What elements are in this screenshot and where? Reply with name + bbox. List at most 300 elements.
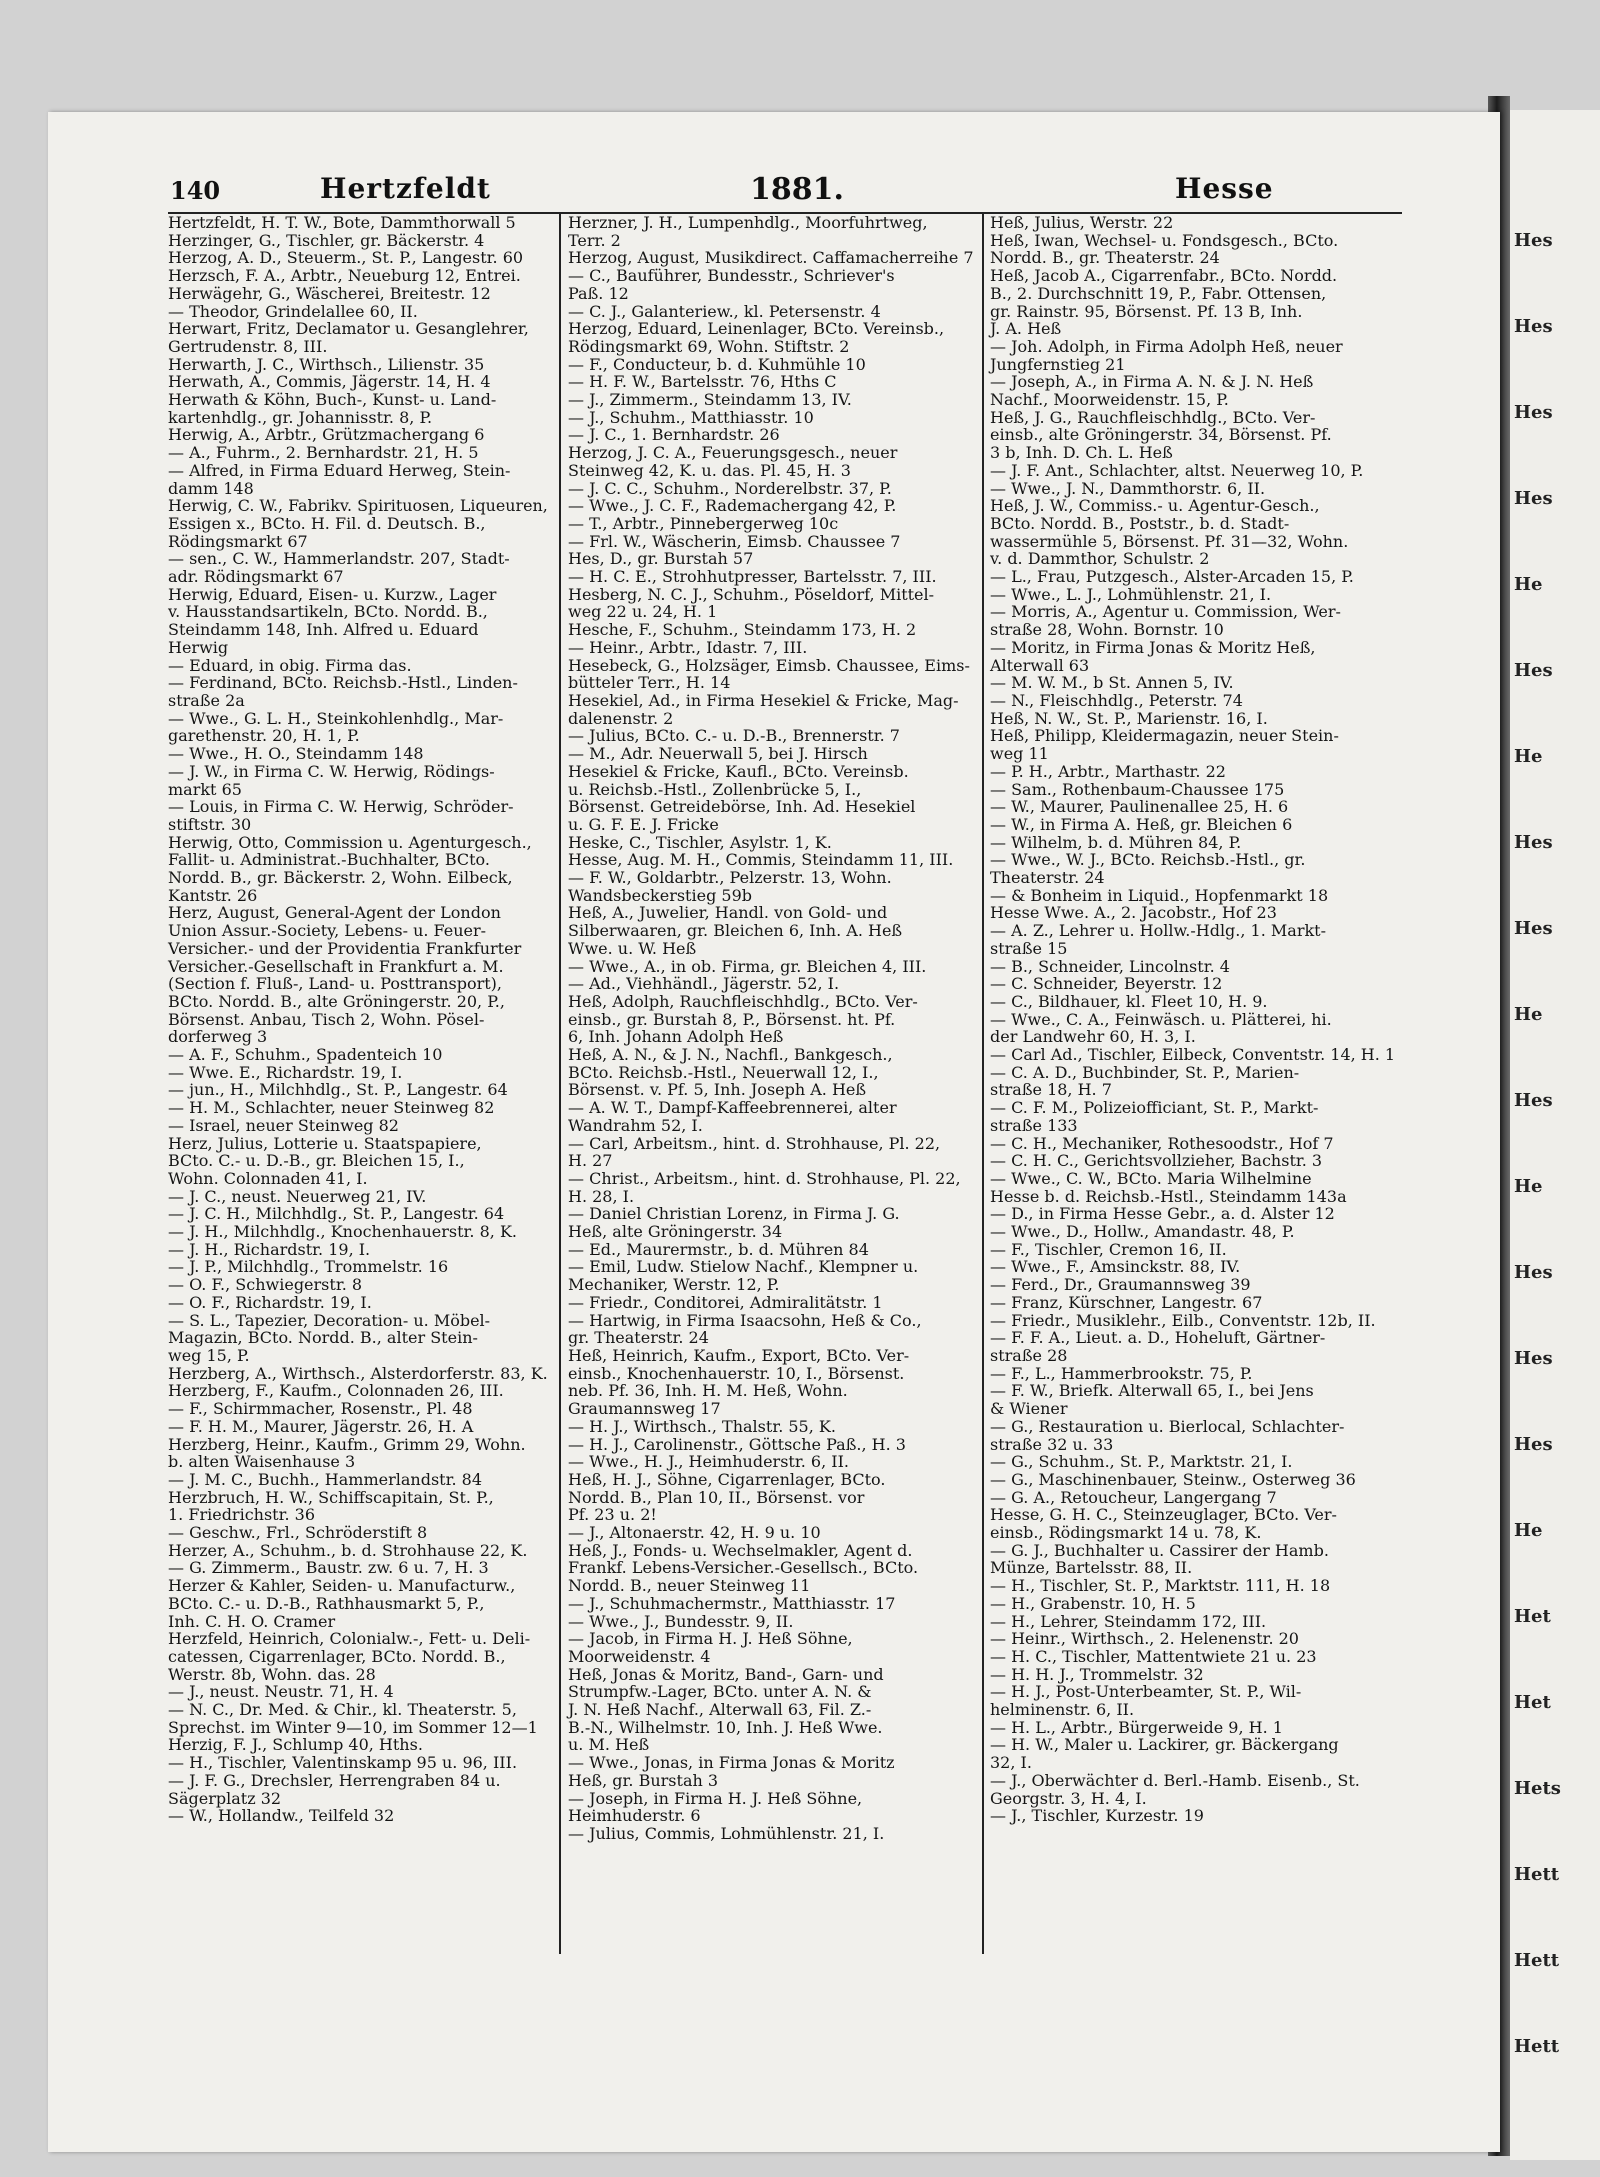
directory-line: — J. C. H., Milchhdlg., St. P., Langestr. 64 xyxy=(168,1204,505,1224)
directory-line: Herzog, Eduard, Leinenlager, BCto. Vereinsb., xyxy=(568,319,945,339)
directory-line: Hesse Wwe. A., 2. Jacobstr., Hof 23 xyxy=(990,903,1277,923)
directory-line: kartenhdlg., gr. Johannisstr. 8, P. xyxy=(168,407,433,427)
directory-line: u. M. Heß xyxy=(568,1735,650,1755)
directory-line: — Wwe., Jonas, in Firma Jonas & Moritz xyxy=(568,1753,895,1773)
directory-line: — G. J., Buchhalter u. Cassirer der Hamb. xyxy=(990,1540,1329,1560)
directory-line: Nordd. B., gr. Bäckerstr. 2, Wohn. Eilbeck, xyxy=(168,868,513,888)
directory-line: — C. H., Mechaniker, Rothesoodstr., Hof 7 xyxy=(990,1133,1334,1153)
directory-line: — Moritz, in Firma Jonas & Moritz Heß, xyxy=(990,637,1316,657)
next-page-fragment: Hes xyxy=(1514,1090,1553,1111)
directory-line: Heß, alte Gröningerstr. 34 xyxy=(568,1222,783,1242)
directory-line: Herzog, J. C. A., Feuerungsgesch., neuer xyxy=(568,443,898,463)
directory-line: Heß, J., Fonds- u. Wechselmakler, Agent d. xyxy=(568,1540,913,1560)
directory-line: — F. W., Goldarbtr., Pelzerstr. 13, Wohn. xyxy=(568,868,892,888)
column-divider-1 xyxy=(559,214,561,1954)
directory-line: — H. H. J., Trommelstr. 32 xyxy=(990,1664,1204,1684)
directory-line: — Wwe., F., Amsinckstr. 88, IV. xyxy=(990,1257,1241,1277)
directory-line: Heß, Heinrich, Kaufm., Export, BCto. Ver- xyxy=(568,1346,910,1365)
directory-line: 3 b, Inh. D. Ch. L. Heß xyxy=(990,443,1173,463)
next-page-fragment: Hes xyxy=(1514,1348,1553,1369)
directory-line: Hesebeck, G., Holzsäger, Eimsb. Chaussee, Eims- xyxy=(568,655,970,675)
directory-line: Wandrahm 52, I. xyxy=(568,1115,703,1135)
directory-line: — F., L., Hammerbrookstr. 75, P. xyxy=(990,1363,1253,1383)
directory-line: Heß, Iwan, Wechsel- u. Fondsgesch., BCto. xyxy=(990,230,1339,250)
directory-line: — C. J., Galanteriew., kl. Petersenstr. 4 xyxy=(568,301,881,321)
directory-line: weg 11 xyxy=(990,744,1049,764)
directory-line: Heß, Philipp, Kleidermagazin, neuer Stein- xyxy=(990,726,1339,746)
directory-line: 6, Inh. Johann Adolph Heß xyxy=(568,1027,784,1047)
directory-line: — J. C., 1. Bernhardstr. 26 xyxy=(568,425,780,445)
directory-line: — Wwe., J., Bundesstr. 9, II. xyxy=(568,1611,794,1631)
directory-line: — Daniel Christian Lorenz, in Firma J. G. xyxy=(568,1204,900,1224)
directory-line: Heß, J. W., Commiss.- u. Agentur-Gesch., xyxy=(990,496,1320,516)
next-page-fragment: Hes xyxy=(1514,230,1553,251)
directory-line: (Section f. Fluß-, Land- u. Posttransport), xyxy=(168,974,502,994)
directory-line: stiftstr. 30 xyxy=(168,814,252,834)
directory-line: der Landwehr 60, H. 3, I. xyxy=(990,1027,1196,1047)
directory-line: Hesche, F., Schuhm., Steindamm 173, H. 2 xyxy=(568,620,917,640)
next-page-fragment: Hes xyxy=(1514,316,1553,337)
directory-line: Essigen x., BCto. H. Fil. d. Deutsch. B., xyxy=(168,513,486,533)
directory-line: Strumpfw.-Lager, BCto. unter A. N. & xyxy=(568,1682,872,1702)
directory-line: — G. A., Retoucheur, Langergang 7 xyxy=(990,1487,1277,1507)
next-page-fragment: He xyxy=(1514,1176,1543,1197)
directory-line: — J., Altonaerstr. 42, H. 9 u. 10 xyxy=(568,1523,821,1543)
directory-line: einsb., alte Gröningerstr. 34, Börsenst. Pf. xyxy=(990,425,1332,445)
directory-line: — J. F. Ant., Schlachter, altst. Neuerweg 10, P. xyxy=(990,460,1364,480)
right-running-head: Hesse xyxy=(1175,172,1274,205)
directory-line: Herzer, A., Schuhm., b. d. Strohhause 22, K. xyxy=(168,1540,528,1560)
next-page-fragment: Hes xyxy=(1514,660,1553,681)
directory-line: Hesekiel & Fricke, Kaufl., BCto. Vereinsb. xyxy=(568,761,909,781)
directory-line: straße 28 xyxy=(990,1346,1068,1365)
directory-line: Sägerplatz 32 xyxy=(168,1788,282,1808)
directory-line: Herzog, August, Musikdirect. Caffamacherreihe 7 xyxy=(568,248,974,268)
directory-line: — C. A. D., Buchbinder, St. P., Marien- xyxy=(990,1062,1300,1082)
directory-line: — Wwe., G. L. H., Steinkohlenhdlg., Mar- xyxy=(168,708,504,728)
directory-line: — J., Schuhm., Matthiasstr. 10 xyxy=(568,407,814,427)
directory-line: Hesse b. d. Reichsb.-Hstl., Steindamm 143a xyxy=(990,1186,1347,1206)
directory-line: — N., Fleischhdlg., Peterstr. 74 xyxy=(990,690,1243,710)
directory-line: straße 133 xyxy=(990,1115,1078,1135)
directory-line: Börsenst. Getreidebörse, Inh. Ad. Hesekiel xyxy=(568,797,916,817)
directory-line: neb. Pf. 36, Inh. H. M. Heß, Wohn. xyxy=(568,1381,848,1401)
directory-line: — sen., C. W., Hammerlandstr. 207, Stadt- xyxy=(168,549,510,569)
directory-line: Rödingsmarkt 69, Wohn. Stiftstr. 2 xyxy=(568,336,850,356)
directory-line: einsb., Rödingsmarkt 14 u. 78, K. xyxy=(990,1523,1262,1543)
directory-line: — Wwe., H. O., Steindamm 148 xyxy=(168,744,424,764)
directory-line: — Israel, neuer Steinweg 82 xyxy=(168,1115,399,1135)
directory-line: Heß, H. J., Söhne, Cigarrenlager, BCto. xyxy=(568,1469,886,1489)
directory-line: — Joseph, in Firma H. J. Heß Söhne, xyxy=(568,1788,863,1808)
directory-line: — Wwe., L. J., Lohmühlenstr. 21, I. xyxy=(990,584,1272,604)
next-page-fragment: Hes xyxy=(1514,918,1553,939)
directory-line: — F. F. A., Lieut. a. D., Hoheluft, Gärtner- xyxy=(990,1328,1326,1348)
directory-line: — H. M., Schlachter, neuer Steinweg 82 xyxy=(168,1098,495,1118)
next-page-fragment: He xyxy=(1514,1520,1543,1541)
directory-line: — F., Schirmmacher, Rosenstr., Pl. 48 xyxy=(168,1399,473,1419)
directory-line: Pf. 23 u. 2! xyxy=(568,1505,657,1525)
directory-line: damm 148 xyxy=(168,478,254,498)
directory-line: Herwig, A., Arbtr., Grützmachergang 6 xyxy=(168,425,485,445)
directory-line: — A. Z., Lehrer u. Hollw.-Hdlg., 1. Markt- xyxy=(990,921,1327,941)
directory-line: B., 2. Durchschnitt 19, P., Fabr. Ottensen, xyxy=(990,283,1327,303)
directory-line: — Wwe., H. J., Heimhuderstr. 6, II. xyxy=(568,1452,849,1472)
directory-line: — J. C. C., Schuhm., Norderelbstr. 37, P. xyxy=(568,478,892,498)
directory-line: — Jacob, in Firma H. J. Heß Söhne, xyxy=(568,1629,853,1649)
directory-line: — D., in Firma Hesse Gebr., a. d. Alster 12 xyxy=(990,1204,1335,1224)
directory-line: — F. H. M., Maurer, Jägerstr. 26, H. A xyxy=(168,1416,474,1436)
directory-line: Georgstr. 3, H. 4, I. xyxy=(990,1788,1147,1808)
directory-line: Heß, gr. Burstah 3 xyxy=(568,1770,719,1790)
year-heading: 1881. xyxy=(750,172,844,207)
directory-line: — Emil, Ludw. Stielow Nachf., Klempner u. xyxy=(568,1257,919,1277)
directory-line: Kantstr. 26 xyxy=(168,885,258,905)
directory-line: Steinweg 42, K. u. das. Pl. 45, H. 3 xyxy=(568,460,851,480)
directory-line: — F. W., Briefk. Alterwall 65, I., bei Jens xyxy=(990,1381,1314,1401)
directory-line: — Julius, BCto. C.- u. D.-B., Brennerstr. 7 xyxy=(568,726,900,746)
directory-line: — Joh. Adolph, in Firma Adolph Heß, neuer xyxy=(990,336,1343,356)
directory-line: Herwig, Otto, Commission u. Agenturgesch., xyxy=(168,832,532,852)
directory-line: — Joseph, A., in Firma A. N. & J. N. Heß xyxy=(990,372,1314,392)
directory-line: garethenstr. 20, H. 1, P. xyxy=(168,726,360,746)
directory-line: — Carl, Arbeitsm., hint. d. Strohhause, Pl. 22, xyxy=(568,1133,941,1153)
directory-line: — F., Tischler, Cremon 16, II. xyxy=(990,1239,1227,1259)
directory-line: wassermühle 5, Börsenst. Pf. 31—32, Wohn. xyxy=(990,531,1349,551)
directory-line: — B., Schneider, Lincolnstr. 4 xyxy=(990,956,1230,976)
page-number: 140 xyxy=(170,176,221,205)
directory-line: — J., neust. Neustr. 71, H. 4 xyxy=(168,1682,394,1702)
directory-line: — Heinr., Wirthsch., 2. Helenenstr. 20 xyxy=(990,1629,1299,1649)
directory-line: Magazin, BCto. Nordd. B., alter Stein- xyxy=(168,1328,478,1348)
directory-line: — Ed., Maurermstr., b. d. Mühren 84 xyxy=(568,1239,869,1259)
directory-line: Heß, Jonas & Moritz, Band-, Garn- und xyxy=(568,1664,884,1684)
next-page-fragment: Hes xyxy=(1514,832,1553,853)
directory-line: einsb., Knochenhauerstr. 10, I., Börsenst. xyxy=(568,1363,905,1383)
directory-line: Herzig, F. J., Schlump 40, Hths. xyxy=(168,1735,423,1755)
directory-line: J. N. Heß Nachf., Alterwall 63, Fil. Z.- xyxy=(568,1700,872,1720)
directory-line: — J., Zimmerm., Steindamm 13, IV. xyxy=(568,390,852,410)
next-page-edge xyxy=(1510,110,1600,2160)
directory-line: Mechaniker, Werstr. 12, P. xyxy=(568,1275,780,1295)
directory-line: — Wwe., J. N., Dammthorstr. 6, II. xyxy=(990,478,1266,498)
directory-line: — O. F., Richardstr. 19, I. xyxy=(168,1292,372,1312)
directory-line: — Wilhelm, b. d. Mühren 84, P. xyxy=(990,832,1242,852)
directory-line: Werstr. 8b, Wohn. das. 28 xyxy=(168,1664,376,1684)
directory-line: — Franz, Kürschner, Langestr. 67 xyxy=(990,1292,1263,1312)
directory-line: Hes, D., gr. Burstah 57 xyxy=(568,549,754,569)
directory-line: — F., Conducteur, b. d. Kuhmühle 10 xyxy=(568,354,866,374)
directory-line: Börsenst. Anbau, Tisch 2, Wohn. Pösel- xyxy=(168,1009,485,1029)
directory-line: — J., Oberwächter d. Berl.-Hamb. Eisenb., St. xyxy=(990,1770,1360,1790)
directory-line: catessen, Cigarrenlager, BCto. Nordd. B., xyxy=(168,1646,506,1666)
directory-line: — H., Tischler, St. P., Marktstr. 111, H. 18 xyxy=(990,1576,1331,1596)
directory-line: Hesberg, N. C. J., Schuhm., Pöseldorf, Mittel- xyxy=(568,584,935,604)
directory-column-1 xyxy=(168,214,548,1825)
directory-line: Hesekiel, Ad., in Firma Hesekiel & Fricke, Mag- xyxy=(568,690,959,710)
directory-line: — A. W. T., Dampf-Kaffeebrennerei, alter xyxy=(568,1098,897,1118)
directory-line: — C., Bauführer, Bundesstr., Schriever's xyxy=(568,266,895,286)
directory-line: — H. L., Arbtr., Bürgerweide 9, H. 1 xyxy=(990,1717,1283,1737)
directory-line: — Theodor, Grindelallee 60, II. xyxy=(168,301,418,321)
directory-line: Heß, N. W., St. P., Marienstr. 16, I. xyxy=(990,708,1268,728)
directory-line: — M., Adr. Neuerwall 5, bei J. Hirsch xyxy=(568,744,868,764)
directory-line: — Sam., Rothenbaum-Chaussee 175 xyxy=(990,779,1285,799)
page-header xyxy=(170,172,1370,216)
directory-line: 32, I. xyxy=(990,1753,1032,1773)
directory-line: Heß, A., Juwelier, Handl. von Gold- und xyxy=(568,903,888,923)
directory-line: Heß, J. G., Rauchfleischhdlg., BCto. Ver- xyxy=(990,407,1316,427)
directory-line: — C. H. C., Gerichtsvollzieher, Bachstr. 3 xyxy=(990,1151,1323,1171)
left-running-head: Hertzfeldt xyxy=(320,172,491,205)
directory-line: Union Assur.-Society, Lebens- u. Feuer- xyxy=(168,921,487,941)
directory-line: weg 22 u. 24, H. 1 xyxy=(568,602,718,622)
directory-line: — H. J., Post-Unterbeamter, St. P., Wil- xyxy=(990,1682,1302,1702)
directory-line: — W., Maurer, Paulinenallee 25, H. 6 xyxy=(990,797,1289,817)
directory-line: — P. H., Arbtr., Marthastr. 22 xyxy=(990,761,1226,781)
directory-line: Herwig xyxy=(168,637,229,657)
directory-line: — C., Bildhauer, kl. Fleet 10, H. 9. xyxy=(990,991,1268,1011)
directory-line: Herzinger, G., Tischler, gr. Bäckerstr. 4 xyxy=(168,230,485,250)
directory-line: helminenstr. 6, II. xyxy=(990,1700,1135,1720)
directory-line: Steindamm 148, Inh. Alfred u. Eduard xyxy=(168,620,479,640)
directory-line: Gertrudenstr. 8, III. xyxy=(168,336,328,356)
directory-line: Heß, Julius, Werstr. 22 xyxy=(990,213,1174,232)
directory-line: 1. Friedrichstr. 36 xyxy=(168,1505,316,1525)
directory-line: — J. P., Milchhdlg., Trommelstr. 16 xyxy=(168,1257,449,1277)
next-page-fragment: He xyxy=(1514,746,1543,767)
directory-line: gr. Theaterstr. 24 xyxy=(568,1328,709,1348)
next-page-fragment: Hes xyxy=(1514,488,1553,509)
directory-line: — J. H., Milchhdlg., Knochenhauerstr. 8, K. xyxy=(168,1222,517,1242)
directory-line: Herwart, Fritz, Declamator u. Gesanglehrer, xyxy=(168,319,529,339)
directory-line: BCto. C.- u. D.-B., Rathhausmarkt 5, P., xyxy=(168,1593,485,1613)
directory-line: — G., Restauration u. Bierlocal, Schlachter- xyxy=(990,1416,1345,1436)
directory-line: BCto. Nordd. B., Poststr., b. d. Stadt- xyxy=(990,513,1290,533)
directory-line: — C. F. M., Polizeiofficiant, St. P., Markt- xyxy=(990,1098,1319,1118)
directory-line: Herwägehr, G., Wäscherei, Breitestr. 12 xyxy=(168,283,491,303)
directory-line: gr. Rainstr. 95, Börsenst. Pf. 13 B, Inh. xyxy=(990,301,1303,321)
directory-line: Hesse, G. H. C., Steinzeuglager, BCto. Ver- xyxy=(990,1505,1337,1525)
directory-line: — H. C. E., Strohhutpresser, Bartelsstr. 7, III. xyxy=(568,567,937,587)
directory-line: Herz, Julius, Lotterie u. Staatspapiere, xyxy=(168,1133,482,1153)
directory-line: — S. L., Tapezier, Decoration- u. Möbel- xyxy=(168,1310,491,1330)
directory-line: — Morris, A., Agentur u. Commission, Wer- xyxy=(990,602,1341,622)
directory-line: — Louis, in Firma C. W. Herwig, Schröder- xyxy=(168,797,514,817)
directory-line: Herz, August, General-Agent der London xyxy=(168,903,501,923)
directory-line: u. Reichsb.-Hstl., Zollenbrücke 5, I., xyxy=(568,779,862,799)
directory-line: Rödingsmarkt 67 xyxy=(168,531,308,551)
directory-line: Herzner, J. H., Lumpenhdlg., Moorfuhrtweg, xyxy=(568,213,928,232)
directory-line: — G. Zimmerm., Baustr. zw. 6 u. 7, H. 3 xyxy=(168,1558,489,1578)
directory-line: — H. C., Tischler, Mattentwiete 21 u. 23 xyxy=(990,1646,1317,1666)
directory-line: — G., Maschinenbauer, Steinw., Osterweg 36 xyxy=(990,1469,1356,1489)
directory-line: H. 27 xyxy=(568,1151,613,1171)
directory-line: — Wwe., W. J., BCto. Reichsb.-Hstl., gr. xyxy=(990,850,1306,870)
directory-line: Terr. 2 xyxy=(568,230,621,250)
directory-line: — Ferdinand, BCto. Reichsb.-Hstl., Linden- xyxy=(168,673,518,693)
directory-line: J. A. Heß xyxy=(990,319,1062,339)
directory-line: Herzbruch, H. W., Schiffscapitain, St. P., xyxy=(168,1487,494,1507)
directory-line: — Wwe., D., Hollw., Amandastr. 48, P. xyxy=(990,1222,1295,1242)
directory-line: — H., Lehrer, Steindamm 172, III. xyxy=(990,1611,1267,1631)
directory-line: B.-N., Wilhelmstr. 10, Inh. J. Heß Wwe. xyxy=(568,1717,883,1737)
directory-line: Hesse, Aug. M. H., Commis, Steindamm 11, III. xyxy=(568,850,954,870)
directory-line: Silberwaaren, gr. Bleichen 6, Inh. A. Heß xyxy=(568,921,903,941)
directory-line: — Heinr., Arbtr., Idastr. 7, III. xyxy=(568,637,808,657)
next-page-fragment: Hett xyxy=(1514,2036,1560,2057)
next-page-fragment: He xyxy=(1514,1004,1543,1025)
directory-line: Wohn. Colonnaden 41, I. xyxy=(168,1168,368,1188)
directory-line: — G., Schuhm., St. P., Marktstr. 21, I. xyxy=(990,1452,1293,1472)
directory-line: — H., Tischler, Valentinskamp 95 u. 96, III. xyxy=(168,1753,518,1773)
directory-line: — Wwe., C. A., Feinwäsch. u. Plätterei, hi. xyxy=(990,1009,1332,1029)
directory-line: Paß. 12 xyxy=(568,283,629,303)
directory-line: BCto. Nordd. B., alte Gröningerstr. 20, P., xyxy=(168,991,505,1011)
directory-line: Herwig, Eduard, Eisen- u. Kurzw., Lager xyxy=(168,584,497,604)
directory-line: — Hartwig, in Firma Isaacsohn, Heß & Co., xyxy=(568,1310,922,1330)
directory-line: — J. C., neust. Neuerweg 21, IV. xyxy=(168,1186,427,1206)
directory-line: Graumannsweg 17 xyxy=(568,1399,721,1419)
directory-line: — W., in Firma A. Heß, gr. Bleichen 6 xyxy=(990,814,1293,834)
directory-line: bütteler Terr., H. 14 xyxy=(568,673,731,693)
directory-line: — H. J., Wirthsch., Thalstr. 55, K. xyxy=(568,1416,836,1436)
directory-column-2 xyxy=(568,214,978,1843)
next-page-fragment: Hes xyxy=(1514,1434,1553,1455)
directory-line: Heimhuderstr. 6 xyxy=(568,1806,701,1826)
directory-line: straße 15 xyxy=(990,938,1068,958)
directory-line: Herzberg, Heinr., Kaufm., Grimm 29, Wohn. xyxy=(168,1434,526,1454)
directory-line: Wandsbeckerstieg 59b xyxy=(568,885,752,905)
directory-line: Frankf. Lebens-Versicher.-Gesellsch., BCto. xyxy=(568,1558,919,1578)
directory-line: — J., Tischler, Kurzestr. 19 xyxy=(990,1806,1204,1826)
directory-line: Fallit- u. Administrat.-Buchhalter, BCto. xyxy=(168,850,490,870)
directory-line: — Wwe. E., Richardstr. 19, I. xyxy=(168,1062,403,1082)
directory-line: weg 15, P. xyxy=(168,1346,250,1365)
directory-line: — Carl Ad., Tischler, Eilbeck, Conventstr. 14, H. 1 xyxy=(990,1045,1396,1065)
directory-line: — J. M. C., Buchh., Hammerlandstr. 84 xyxy=(168,1469,483,1489)
directory-line: v. Hausstandsartikeln, BCto. Nordd. B., xyxy=(168,602,488,622)
directory-line: — Julius, Commis, Lohmühlenstr. 21, I. xyxy=(568,1823,885,1843)
directory-line: b. alten Waisenhause 3 xyxy=(168,1452,356,1472)
directory-line: — Ferd., Dr., Graumannsweg 39 xyxy=(990,1275,1251,1295)
next-page-fragment: Hett xyxy=(1514,1950,1560,1971)
next-page-fragment: Hes xyxy=(1514,402,1553,423)
next-page-fragment: Hes xyxy=(1514,1262,1553,1283)
directory-column-3 xyxy=(990,214,1400,1825)
directory-line: — Alfred, in Firma Eduard Herweg, Stein- xyxy=(168,460,511,480)
directory-line: — Wwe., C. W., BCto. Maria Wilhelmine xyxy=(990,1168,1312,1188)
directory-line: — A. F., Schuhm., Spadenteich 10 xyxy=(168,1045,443,1065)
directory-line: dorferweg 3 xyxy=(168,1027,268,1047)
directory-line: Nordd. B., neuer Steinweg 11 xyxy=(568,1576,811,1596)
directory-line: u. G. F. E. J. Fricke xyxy=(568,814,719,834)
directory-line: Nordd. B., Plan 10, II., Börsenst. vor xyxy=(568,1487,865,1507)
directory-line: Moorweidenstr. 4 xyxy=(568,1646,711,1666)
directory-line: — L., Frau, Putzgesch., Alster-Arcaden 15, P. xyxy=(990,567,1354,587)
directory-line: H. 28, I. xyxy=(568,1186,635,1206)
directory-line: — Friedr., Musiklehr., Eilb., Conventstr. 12b, II. xyxy=(990,1310,1376,1330)
directory-line: Inh. C. H. O. Cramer xyxy=(168,1611,336,1631)
directory-line: BCto. Reichsb.-Hstl., Neuerwall 12, I., xyxy=(568,1062,879,1082)
directory-line: Hertzfeldt, H. T. W., Bote, Dammthorwall 5 xyxy=(168,213,516,232)
directory-line: Nachf., Moorweidenstr. 15, P. xyxy=(990,390,1229,410)
directory-line: Wwe. u. W. Heß xyxy=(568,938,697,958)
directory-line: Münze, Bartelsstr. 88, II. xyxy=(990,1558,1193,1578)
directory-line: — A., Fuhrm., 2. Bernhardstr. 21, H. 5 xyxy=(168,443,479,463)
directory-line: Nordd. B., gr. Theaterstr. 24 xyxy=(990,248,1220,268)
directory-line: Herzog, A. D., Steuerm., St. P., Langestr. 60 xyxy=(168,248,524,268)
directory-line: markt 65 xyxy=(168,779,242,799)
directory-line: Jungfernstieg 21 xyxy=(990,354,1126,374)
directory-line: Versicher.-Gesellschaft in Frankfurt a. M. xyxy=(168,956,504,976)
directory-line: Herzfeld, Heinrich, Colonialw.-, Fett- u. Deli- xyxy=(168,1629,531,1649)
directory-line: — Christ., Arbeitsm., hint. d. Strohhause, Pl. 22, xyxy=(568,1168,961,1188)
directory-line: — T., Arbtr., Pinnebergerweg 10c xyxy=(568,513,839,533)
directory-line: — Frl. W., Wäscherin, Eimsb. Chaussee 7 xyxy=(568,531,901,551)
directory-line: Herzberg, A., Wirthsch., Alsterdorferstr. 83, K. xyxy=(168,1363,548,1383)
directory-line: straße 28, Wohn. Bornstr. 10 xyxy=(990,620,1224,640)
directory-line: — Geschw., Frl., Schröderstift 8 xyxy=(168,1523,428,1543)
directory-line: — N. C., Dr. Med. & Chir., kl. Theaterstr. 5, xyxy=(168,1700,517,1720)
directory-line: Alterwall 63 xyxy=(990,655,1090,675)
directory-line: Herwath & Köhn, Buch-, Kunst- u. Land- xyxy=(168,390,497,410)
directory-line: Heß, Adolph, Rauchfleischhdlg., BCto. Ver- xyxy=(568,991,918,1011)
directory-line: — Eduard, in obig. Firma das. xyxy=(168,655,412,675)
column-divider-2 xyxy=(982,214,984,1954)
directory-line: Heß, Jacob A., Cigarrenfabr., BCto. Nordd. xyxy=(990,266,1338,286)
directory-line: adr. Rödingsmarkt 67 xyxy=(168,567,344,587)
directory-line: — H. J., Carolinenstr., Göttsche Paß., H. 3 xyxy=(568,1434,906,1454)
directory-line: einsb., gr. Burstah 8, P., Börsenst. ht. Pf. xyxy=(568,1009,896,1029)
directory-line: — M. W. M., b St. Annen 5, IV. xyxy=(990,673,1234,693)
directory-line: straße 2a xyxy=(168,690,245,710)
next-page-fragment: Hett xyxy=(1514,1864,1560,1885)
directory-line: — J. H., Richardstr. 19, I. xyxy=(168,1239,371,1259)
next-page-fragment: Het xyxy=(1514,1692,1551,1713)
directory-line: — H., Grabenstr. 10, H. 5 xyxy=(990,1593,1196,1613)
directory-line: Börsenst. v. Pf. 5, Inh. Joseph A. Heß xyxy=(568,1080,867,1100)
directory-line: Sprechst. im Winter 9—10, im Sommer 12—1 xyxy=(168,1717,538,1737)
directory-line: straße 32 u. 33 xyxy=(990,1434,1114,1454)
directory-line: — Wwe., J. C. F., Rademachergang 42, P. xyxy=(568,496,897,516)
directory-line: Herzer & Kahler, Seiden- u. Manufacturw., xyxy=(168,1576,516,1596)
directory-line: — Wwe., A., in ob. Firma, gr. Bleichen 4, III. xyxy=(568,956,927,976)
directory-line: — J., Schuhmachermstr., Matthiasstr. 17 xyxy=(568,1593,896,1613)
directory-line: — & Bonheim in Liquid., Hopfenmarkt 18 xyxy=(990,885,1329,905)
directory-line: Heske, C., Tischler, Asylstr. 1, K. xyxy=(568,832,832,852)
directory-line: Herwig, C. W., Fabrikv. Spirituosen, Liqueuren, xyxy=(168,496,548,516)
directory-line: — H. W., Maler u. Lackirer, gr. Bäckergang xyxy=(990,1735,1339,1755)
directory-line: Versicher.- und der Providentia Frankfurter xyxy=(168,938,522,958)
next-page-fragment: Het xyxy=(1514,1606,1551,1627)
directory-line: — J. F. G., Drechsler, Herrengraben 84 u. xyxy=(168,1770,501,1790)
directory-line: — Friedr., Conditorei, Admiralitätstr. 1 xyxy=(568,1292,883,1312)
directory-line: Herzberg, F., Kaufm., Colonnaden 26, III. xyxy=(168,1381,504,1401)
directory-line: Herwarth, J. C., Wirthsch., Lilienstr. 35 xyxy=(168,354,485,374)
directory-line: — jun., H., Milchhdlg., St. P., Langestr. 64 xyxy=(168,1080,508,1100)
next-page-fragment: Hets xyxy=(1514,1778,1561,1799)
directory-line: straße 18, H. 7 xyxy=(990,1080,1112,1100)
directory-line: v. d. Dammthor, Schulstr. 2 xyxy=(990,549,1210,569)
directory-line: & Wiener xyxy=(990,1399,1068,1419)
directory-line: — J. W., in Firma C. W. Herwig, Rödings- xyxy=(168,761,495,781)
directory-line: BCto. C.- u. D.-B., gr. Bleichen 15, I., xyxy=(168,1151,465,1171)
directory-line: Herwath, A., Commis, Jägerstr. 14, H. 4 xyxy=(168,372,491,392)
directory-line: Heß, A. N., & J. N., Nachfl., Bankgesch., xyxy=(568,1045,893,1065)
directory-line: — W., Hollandw., Teilfeld 32 xyxy=(168,1806,395,1826)
directory-line: Herzsch, F. A., Arbtr., Neueburg 12, Entrei. xyxy=(168,266,521,286)
